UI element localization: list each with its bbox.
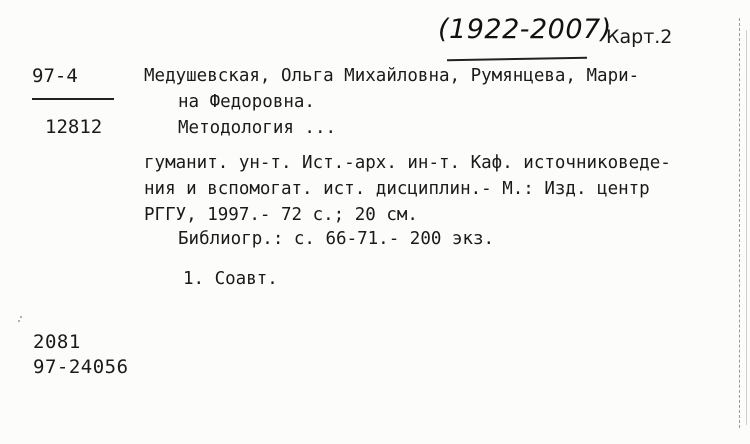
- bibliography-line: Библиогр.: с. 66-71.- 200 экз.: [178, 229, 495, 249]
- card-edge-line-outer: [746, 30, 747, 425]
- body-line-3: РГГУ, 1997.- 72 с.; 20 см.: [144, 205, 418, 225]
- handwritten-dates: (1922-2007): [438, 14, 612, 45]
- footer-code-2: 97-24056: [33, 356, 129, 378]
- body-line-1: гуманит. ун-т. Ист.-арх. ин-т. Каф. источниковеде-: [144, 153, 671, 173]
- inventory-number: 12812: [45, 116, 103, 138]
- speck: [18, 320, 20, 322]
- heading-line-1: Медушевская, Ольга Михайловна, Румянцева, Мари-: [144, 66, 640, 86]
- body-line-2: ния и вспомогат. ист. дисциплин.- М.: Изд. центр: [144, 179, 650, 199]
- tracing-line: 1. Соавт.: [183, 269, 278, 289]
- handwritten-underline: [447, 57, 587, 61]
- title-line: Методология ...: [178, 118, 337, 138]
- card-number: Карт.2: [606, 26, 673, 48]
- shelf-mark: 97-4: [32, 65, 78, 87]
- speck: [20, 316, 22, 318]
- footer-code-1: 2081: [33, 331, 81, 353]
- heading-line-2: на Федоровна.: [178, 92, 315, 112]
- shelf-mark-rule: [32, 98, 114, 100]
- card-edge-line: [739, 18, 740, 428]
